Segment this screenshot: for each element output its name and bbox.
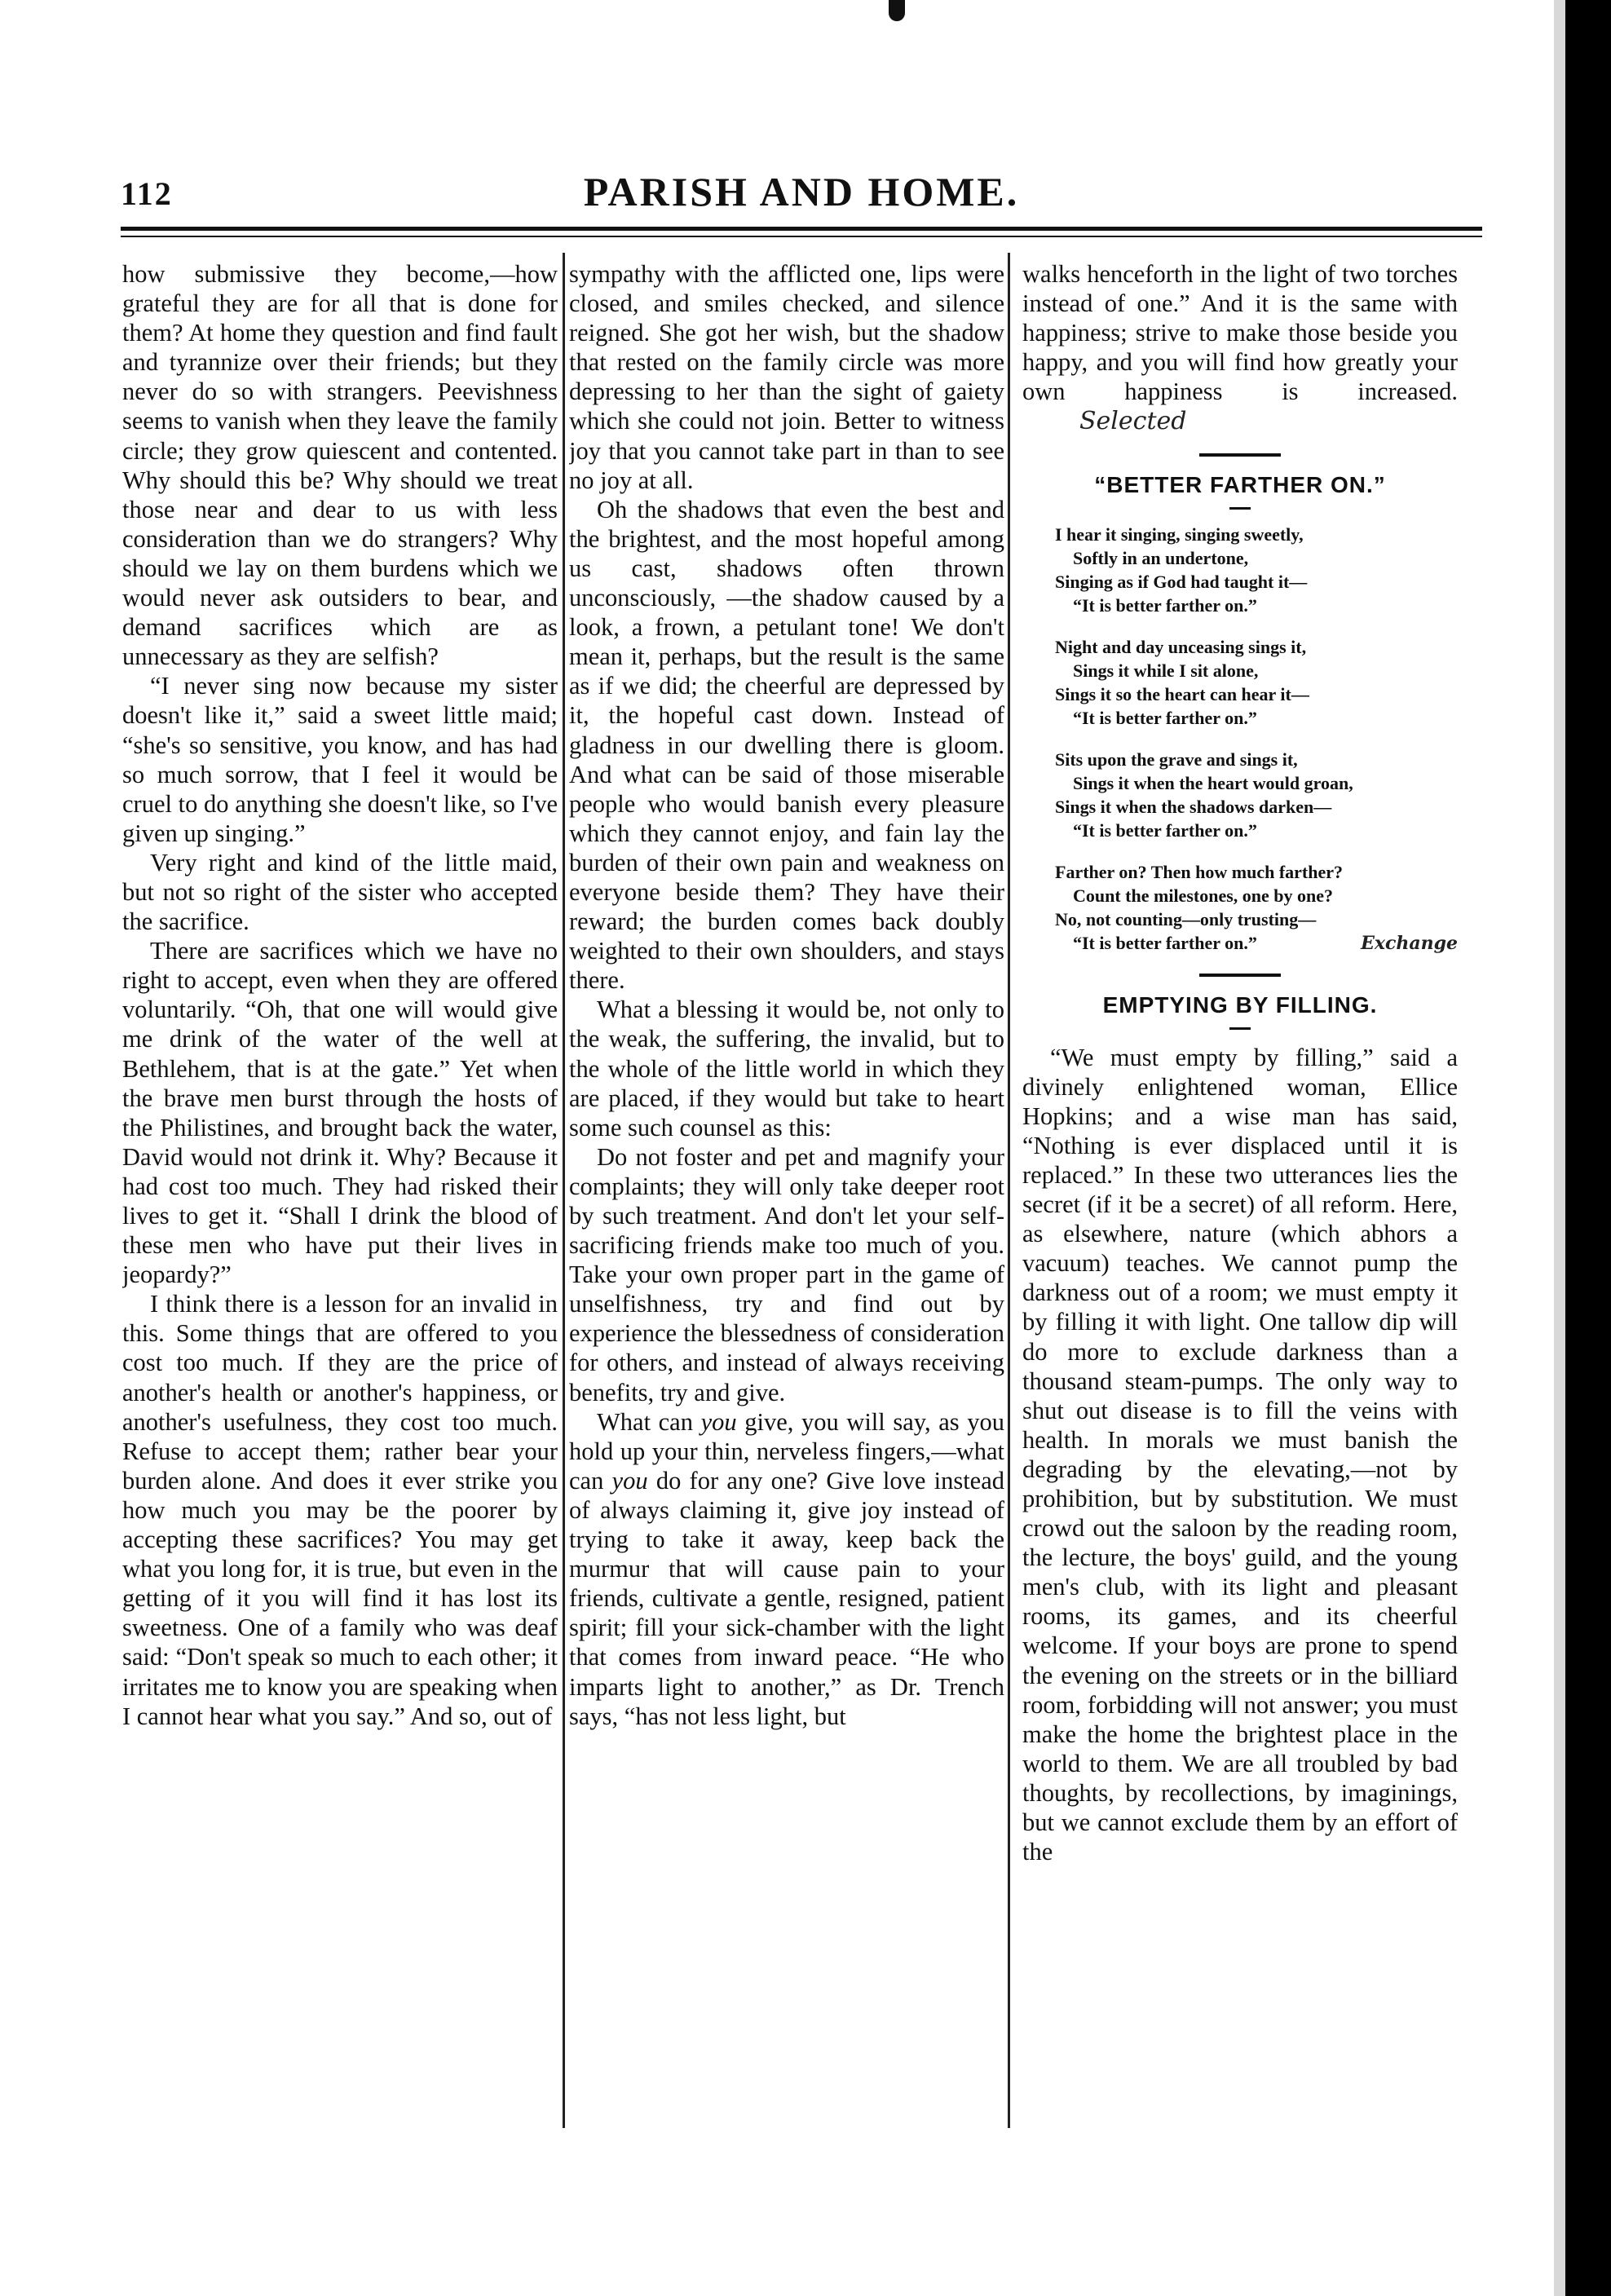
poem-title: “BETTER FARTHER ON.”: [1094, 471, 1386, 497]
poem-line: Farther on? Then how much farther?: [1055, 861, 1344, 882]
handwritten-signature: Selected: [1079, 407, 1187, 436]
poem-stanza: [1022, 860, 1458, 956]
page-edge: [1554, 0, 1565, 2296]
poem-line: “It is better farther on.”: [1073, 707, 1257, 728]
journal-title: PARISH AND HOME.: [583, 169, 1020, 214]
section-rule: [1199, 974, 1281, 977]
header-rule-thin: [121, 236, 1482, 237]
poem-line: “It is better farther on.”: [1073, 819, 1257, 841]
poem-line: Count the milestones, one by one?: [1073, 885, 1334, 906]
paragraph: [1022, 259, 1458, 437]
paragraph: Oh the shadows that even the best and the brightest, and the most hopeful among us cast, shadows often thrown unconsciously, —the shadow caused by a look, a frown, a petulant tone! We don't mean it, perhaps, but the result is the same as if we did; the cheerful are depressed by it, the hopeful cast down. Instead of gladness in our dwelling there is gloom. And what can be said of those miserable people who would banish every pleasure which they cannot enjoy, and fain lay the burden of their own pain and weakness on everyone beside them? They have their reward; the burden comes back doubly weighted to their own shoulders, and stays there.: [569, 495, 1004, 995]
emphasis: you: [700, 1407, 737, 1436]
poem-line: Night and day unceasing sings it,: [1055, 636, 1307, 657]
paragraph: Very right and kind of the little maid, but not so right of the sister who accepted the sacrifice.: [122, 848, 558, 936]
poem-stanza: [1022, 523, 1458, 617]
scan-border: [1565, 0, 1611, 2296]
header-rule: [121, 227, 1482, 231]
section-rule: [1199, 453, 1281, 457]
column-3: [1022, 259, 1458, 2135]
paragraph: “I never sing now because my sister doesn't like it,” said a sweet little maid; “she's so sensitive, you know, and has had so much sorrow, that I feel it would be cruel to do anything she doesn't like, so I've given up singing.”: [122, 672, 558, 847]
paragraph: Do not foster and pet and magnify your complaints; they will only take deeper root by such treatment. And don't let your self-sacrificing friends make too much of you. Take your own proper part in the game of unselfishness, try and find out by experience the blessedness of consideration for others, and instead of always receiving benefits, try and give.: [569, 1142, 1004, 1406]
emphasis: you: [611, 1466, 648, 1495]
text-run: What can: [597, 1407, 701, 1436]
poem-line: Sings it when the shadows darken—: [1055, 796, 1332, 817]
binding-mark: [889, 0, 905, 21]
poem-stanza: [1022, 635, 1458, 730]
paragraph: [569, 1407, 1004, 1731]
poem-line: Sings it so the heart can hear it—: [1055, 683, 1309, 704]
column-divider: [1008, 253, 1010, 2128]
paragraph: sympathy with the afflicted one, lips were closed, and smiles checked, and silence reigned. She got her wish, but the shadow that rested on the family circle was more depressing to her than the sight of gaiety which she could not join. Better to witness joy that you cannot take part in than to see no joy at all.: [569, 260, 1004, 494]
paragraph: how submissive they become,—how grateful they are for all that is done for them? At home they question and find fault and tyrannize over their friends; but they never do so with strangers. Peevishness seems to vanish when they leave the family circle; they grow quiescent and contented. Why should this be? Why should we treat those near and dear to us with less consideration than we do strangers? Why should we lay on them burdens which we would never ask outsiders to bear, and demand sacrifices which are as unnecessary as they are selfish?: [122, 260, 558, 671]
poem-line: Singing as if God had taught it—: [1055, 571, 1308, 592]
article-title: EMPTYING BY FILLING.: [1102, 991, 1378, 1018]
paragraph: I think there is a lesson for an invalid in this. Some things that are offered to you cost too much. If they are the price of another's health or another's happiness, or another's usefulness, they cost too much. Refuse to accept them; rather bear your burden alone. And does it ever strike you how much you may be the poorer by accepting these sacrifices? You may get what you long for, it is true, but even in the getting of it you will find it has lost its sweetness. One of a family who was deaf said: “Don't speak so much to each other; it irritates me to know you are speaking when I cannot hear what you say.” And so, out of: [122, 1290, 558, 1730]
poem-line: “It is better farther on.”: [1073, 594, 1257, 616]
title-dash: [1229, 507, 1251, 510]
text-run: give, you will say, as you hold up your thin, nerveless fingers,—what can: [569, 1407, 1004, 1495]
poem-stanza: [1022, 748, 1458, 842]
column-2: [569, 259, 1004, 2135]
handwritten-signature: Exchange: [1361, 932, 1458, 954]
paragraph: “We must empty by filling,” said a divinely enlightened woman, Ellice Hopkins; and a wise man has said, “Nothing is ever displaced until it is replaced.” In these two utterances lies the secret (if it be a secret) of all reform. Here, as elsewhere, nature (which abhors a vacuum) teaches. We cannot pump the darkness out of a room; we must empty it by filling it with light. One tallow dip will do more to exclude darkness than a thousand steam-pumps. The only way to shut out disease is to fill the veins with health. In morals we must banish the degrading by the elevating,—not by prohibition, but by substitution. We must crowd out the saloon by the reading room, the lecture, the boys' guild, and the young men's club, with its light and pleasant rooms, its games, and its cheerful welcome. If your boys are prone to spend the evening on the streets or in the billiard room, forbidding will not answer; you must make the home the brightest place in the world to them. We are all troubled by bad thoughts, by recollections, by imaginings, but we cannot exclude them by an effort of the: [1022, 1043, 1458, 1866]
page-number: 112: [121, 175, 173, 212]
paragraph: What a blessing it would be, not only to the weak, the suffering, the invalid, but to the whole of the little world in which they are placed, if they would but take to heart some such counsel as this:: [569, 996, 1004, 1141]
poem-line: Sings it when the heart would groan,: [1073, 772, 1353, 793]
text-run: walks henceforth in the light of two torches instead of one.” And it is the same with happiness; strive to make those beside you happy, and you will find how greatly your own happiness is increased.: [1022, 260, 1458, 406]
text-run: do for any one? Give love instead of always claiming it, give joy instead of trying to take it away, keep back the murmur that will cause pain to your friends, cultivate a gentle, resigned, patient spirit; fill your sick-chamber with the light that comes from inward peace. “He who imparts light to another,” as Dr. Trench says, “has not less light, but: [569, 1466, 1004, 1730]
column-divider: [563, 253, 565, 2128]
poem-line: “It is better farther on.”: [1073, 932, 1257, 953]
title-dash: [1229, 1027, 1251, 1030]
page-header: [121, 163, 1482, 220]
poem-line: Sings it while I sit alone,: [1073, 660, 1259, 681]
poem-line: I hear it singing, singing sweetly,: [1055, 523, 1304, 545]
paragraph: There are sacrifices which we have no right to accept, even when they are offered voluntarily. “Oh, that one will would give me drink of the water of the well at Bethlehem, that is at the gate.” Yet when the brave men burst through the hosts of the Philistines, and brought back the water, David would not drink it. Why? Because it had cost too much. They had risked their lives to get it. “Shall I drink the blood of these men who have put their lives in jeopardy?”: [122, 937, 558, 1289]
column-1: [122, 259, 558, 2135]
poem-line: Softly in an undertone,: [1073, 547, 1249, 568]
poem-line: Sits upon the grave and sings it,: [1055, 748, 1298, 770]
poem-line: No, not counting—only trusting—: [1055, 908, 1317, 929]
